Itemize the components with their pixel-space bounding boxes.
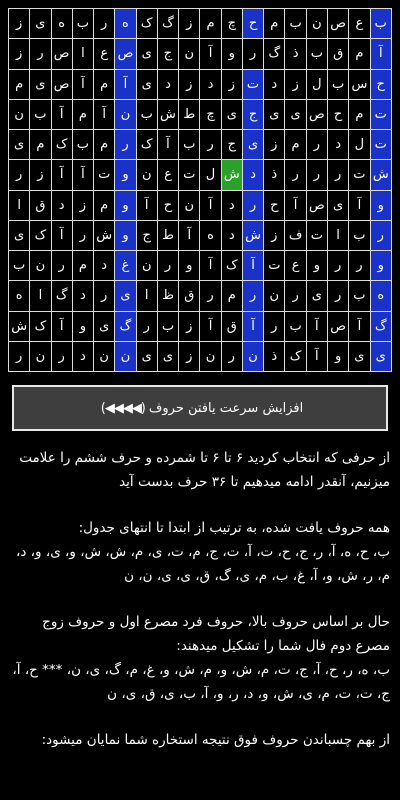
grid-cell[interactable]: م	[72, 99, 93, 129]
grid-cell[interactable]: ع	[157, 160, 178, 190]
grid-cell[interactable]: م	[72, 251, 93, 281]
grid-cell[interactable]: ک	[30, 311, 51, 341]
grid-cell[interactable]: ب	[157, 311, 178, 341]
grid-cell[interactable]: ط	[179, 99, 200, 129]
grid-cell[interactable]: ه	[370, 281, 391, 311]
grid-cell[interactable]: ی	[115, 281, 136, 311]
grid-cell[interactable]: ر	[9, 160, 30, 190]
grid-cell[interactable]: ت	[94, 160, 115, 190]
grid-cell[interactable]: د	[221, 220, 242, 250]
grid-cell[interactable]: و	[115, 220, 136, 250]
grid-cell[interactable]: ر	[327, 251, 348, 281]
grid-cell[interactable]: ش	[242, 220, 263, 250]
grid-cell[interactable]: ز	[30, 160, 51, 190]
grid-cell[interactable]: ب	[30, 99, 51, 129]
grid-cell[interactable]: ر	[51, 251, 72, 281]
grid-cell[interactable]: ق	[30, 190, 51, 220]
grid-cell[interactable]: ی	[136, 39, 157, 69]
grid-cell[interactable]: ن	[136, 160, 157, 190]
grid-cell[interactable]: آ	[157, 130, 178, 160]
instruction-counting: از حرفی که انتخاب کردید ۶ تا ۶ تا شمرده و حرف ششم را علامت میزنیم، آنقدر ادامه میدهیم تا ۳۶ حرف بدست آید	[19, 450, 390, 490]
grid-cell[interactable]: ن	[115, 341, 136, 371]
grid-cell[interactable]: د	[264, 69, 285, 99]
grid-cell[interactable]: ی	[242, 130, 263, 160]
grid-cell[interactable]: ظ	[157, 281, 178, 311]
grid-cell[interactable]: ر	[327, 160, 348, 190]
grid-cell[interactable]: ن	[179, 39, 200, 69]
grid-cell[interactable]: ک	[221, 251, 242, 281]
grid-cell[interactable]: ب	[136, 99, 157, 129]
grid-cell[interactable]: چ	[221, 9, 242, 39]
grid-cell[interactable]: گ	[157, 9, 178, 39]
grid-cell[interactable]: چ	[200, 99, 221, 129]
grid-cell[interactable]: و	[306, 251, 327, 281]
grid-cell[interactable]: آ	[94, 99, 115, 129]
grid-cell[interactable]: ی	[285, 99, 306, 129]
grid-cell[interactable]: ت	[179, 160, 200, 190]
grid-cell[interactable]: د	[72, 341, 93, 371]
grid-cell[interactable]: آ	[200, 251, 221, 281]
grid-row	[9, 281, 392, 311]
grid-cell[interactable]: ک	[136, 9, 157, 39]
grid-cell[interactable]: ی	[9, 130, 30, 160]
grid-cell[interactable]: ز	[264, 130, 285, 160]
grid-cell[interactable]: و	[72, 311, 93, 341]
grid-row	[9, 9, 392, 39]
grid-cell[interactable]: ن	[306, 9, 327, 39]
grid-cell[interactable]: م	[349, 99, 370, 129]
speed-up-label: افزایش سرعت یافتن حروف	[148, 400, 304, 416]
grid-cell[interactable]: آ	[115, 69, 136, 99]
grid-cell[interactable]: ر	[94, 281, 115, 311]
grid-cell[interactable]: ز	[264, 220, 285, 250]
grid-cell[interactable]: آ	[285, 190, 306, 220]
grid-cell[interactable]: ع	[349, 9, 370, 39]
grid-cell[interactable]: م	[94, 190, 115, 220]
grid-cell[interactable]: ر	[306, 160, 327, 190]
grid-cell[interactable]: و	[115, 160, 136, 190]
grid-cell[interactable]: ل	[306, 69, 327, 99]
grid-cell[interactable]: ر	[94, 9, 115, 39]
grid-cell[interactable]: ت	[264, 251, 285, 281]
grid-cell[interactable]: د	[94, 251, 115, 281]
grid-cell[interactable]: ز	[179, 69, 200, 99]
grid-cell[interactable]: ش	[9, 311, 30, 341]
grid-cell[interactable]: ب	[72, 9, 93, 39]
grid-cell[interactable]: د	[157, 69, 178, 99]
grid-cell[interactable]: ر	[136, 311, 157, 341]
grid-cell[interactable]: م	[94, 130, 115, 160]
grid-cell[interactable]: ب	[9, 251, 30, 281]
grid-cell[interactable]: ز	[72, 190, 93, 220]
grid-row	[9, 251, 392, 281]
grid-cell[interactable]: ص	[115, 39, 136, 69]
grid-cell[interactable]: ف	[285, 220, 306, 250]
grid-cell[interactable]: د	[221, 190, 242, 220]
grid-row	[9, 39, 392, 69]
grid-cell[interactable]: ش	[370, 160, 391, 190]
grid-cell[interactable]: ر	[157, 251, 178, 281]
grid-cell[interactable]: آ	[179, 220, 200, 250]
grid-cell[interactable]: و	[370, 190, 391, 220]
grid-cell[interactable]: ب	[285, 9, 306, 39]
grid-cell[interactable]: ت	[370, 99, 391, 129]
grid-cell[interactable]: ز	[221, 69, 242, 99]
grid-cell[interactable]: ا	[30, 281, 51, 311]
grid-cell[interactable]: ی	[94, 311, 115, 341]
grid-cell[interactable]: م	[264, 9, 285, 39]
grid-cell[interactable]: ح	[157, 190, 178, 220]
grid-cell[interactable]: ش	[94, 220, 115, 250]
grid-cell[interactable]: ک	[51, 130, 72, 160]
grid-cell[interactable]: ا	[327, 220, 348, 250]
grid-cell[interactable]: د	[327, 130, 348, 160]
grid-cell[interactable]: ط	[157, 220, 178, 250]
grid-cell[interactable]: ن	[242, 341, 263, 371]
grid-cell[interactable]: آ	[51, 160, 72, 190]
grid-cell[interactable]: آ	[306, 341, 327, 371]
grid-cell[interactable]: ر	[285, 281, 306, 311]
grid-cell[interactable]: ل	[349, 130, 370, 160]
grid-cell[interactable]: ر	[306, 130, 327, 160]
grid-cell[interactable]: آ	[51, 99, 72, 129]
grid-cell[interactable]: ص	[306, 99, 327, 129]
grid-cell[interactable]: ر	[200, 130, 221, 160]
grid-cell[interactable]: ک	[136, 130, 157, 160]
grid-cell[interactable]: ر	[327, 281, 348, 311]
grid-cell[interactable]: ی	[370, 341, 391, 371]
grid-cell[interactable]: ر	[200, 281, 221, 311]
grid-cell[interactable]: ی	[30, 9, 51, 39]
grid-cell[interactable]: ر	[221, 341, 242, 371]
grid-cell[interactable]: ت	[306, 220, 327, 250]
speed-up-button[interactable]	[12, 385, 388, 431]
grid-cell[interactable]: ز	[285, 69, 306, 99]
grid-cell[interactable]: د	[72, 281, 93, 311]
grid-cell[interactable]: ر	[51, 341, 72, 371]
grid-cell[interactable]: ر	[242, 190, 263, 220]
grid-cell[interactable]: د	[51, 190, 72, 220]
grid-cell[interactable]: ذ	[264, 341, 285, 371]
grid-cell[interactable]: ج	[242, 99, 263, 129]
grid-cell[interactable]: ب	[370, 9, 391, 39]
grid-cell[interactable]: آ	[349, 190, 370, 220]
grid-cell[interactable]: م	[30, 130, 51, 160]
grid-cell[interactable]: ل	[200, 160, 221, 190]
grid-cell[interactable]: آ	[306, 311, 327, 341]
grid-cell[interactable]: ر	[370, 220, 391, 250]
grid-cell[interactable]: ت	[349, 160, 370, 190]
grid-cell[interactable]: ق	[221, 311, 242, 341]
grid-cell[interactable]: آ	[370, 39, 391, 69]
grid-cell[interactable]: ی	[30, 69, 51, 99]
grid-cell[interactable]: ن	[30, 341, 51, 371]
grid-cell[interactable]: ق	[179, 281, 200, 311]
grid-cell[interactable]: م	[9, 69, 30, 99]
grid-cell[interactable]: ح	[242, 9, 263, 39]
grid-cell[interactable]: ن	[179, 190, 200, 220]
grid-cell[interactable]: ذ	[285, 39, 306, 69]
grid-cell[interactable]: غ	[115, 251, 136, 281]
grid-cell[interactable]: ا	[136, 281, 157, 311]
grid-cell[interactable]: ن	[94, 341, 115, 371]
grid-cell[interactable]: و	[221, 39, 242, 69]
grid-cell[interactable]: ز	[179, 341, 200, 371]
grid-cell[interactable]: ع	[94, 39, 115, 69]
grid-row	[9, 220, 392, 250]
grid-cell[interactable]: د	[200, 69, 221, 99]
grid-cell[interactable]: ر	[72, 220, 93, 250]
grid-cell[interactable]: ب	[72, 130, 93, 160]
letter-table	[8, 8, 392, 372]
grid-row	[9, 160, 392, 190]
grid-cell[interactable]: ص	[306, 190, 327, 220]
result-note: از بهم چسباندن حروف فوق نتیجه استخاره شما نمایان میشود:	[41, 732, 390, 748]
grid-cell[interactable]: ی	[157, 341, 178, 371]
grid-cell[interactable]: ج	[136, 220, 157, 250]
grid-cell[interactable]: گ	[264, 39, 285, 69]
grid-cell[interactable]: ر	[349, 251, 370, 281]
grid-cell[interactable]: ر	[242, 281, 263, 311]
grid-cell[interactable]: ز	[9, 9, 30, 39]
grid-cell[interactable]: ن	[30, 251, 51, 281]
grid-cell[interactable]: گ	[51, 281, 72, 311]
grid-cell[interactable]: م	[94, 69, 115, 99]
grid-cell[interactable]: ی	[306, 281, 327, 311]
grid-cell[interactable]: ن	[9, 99, 30, 129]
found-letters-list: همه حروف یافت شده، به ترتیب از ابتدا تا انتهای جدول: ب، ح، ه، آ، ر، ج، ح، ت، آ، ت، ج، م، ت، ی، م، ش، ش، و، ی، و، د، م، ر، ش، و، آ، غ، ب، م، ی، گ، ق، ی، ی، ن، ن	[16, 520, 390, 584]
grid-cell[interactable]: ک	[30, 220, 51, 250]
instructions	[12, 446, 390, 774]
grid-cell[interactable]: ب	[179, 130, 200, 160]
grid-cell[interactable]: آ	[51, 220, 72, 250]
grid-cell[interactable]: ی	[349, 341, 370, 371]
grid-cell[interactable]: ن	[200, 341, 221, 371]
letter-grid	[8, 8, 392, 372]
verse-letters: حال بر اساس حروف بالا، حروف فرد مصرع اول و حروف زوج مصرع دوم فال شما را تشکیل میدهند: ب، ه، ر، ح، آ، ج، ت، م، ش، و، م، ش، و، غ، م، گ، ی، ن، *** ح، آ، ج، ت، ت، م، ی، ش، و، د، ر، و، آ، ب، ی، ق، ی، ن	[12, 614, 390, 702]
fast-forward-icon: (◀◀◀◀)	[100, 400, 145, 416]
grid-cell[interactable]: ز	[179, 311, 200, 341]
grid-cell[interactable]: ش	[221, 160, 242, 190]
grid-row	[9, 190, 392, 220]
grid-cell[interactable]: ص	[327, 311, 348, 341]
grid-cell[interactable]: ن	[136, 251, 157, 281]
grid-cell[interactable]: ق	[327, 39, 348, 69]
grid-cell[interactable]: آ	[349, 311, 370, 341]
grid-cell[interactable]: ش	[157, 99, 178, 129]
grid-cell[interactable]: ه	[115, 9, 136, 39]
grid-cell[interactable]: ج	[157, 39, 178, 69]
grid-cell[interactable]: ب	[349, 281, 370, 311]
grid-cell[interactable]: گ	[115, 311, 136, 341]
grid-cell[interactable]: ج	[221, 130, 242, 160]
grid-cell[interactable]: م	[200, 9, 221, 39]
grid-cell[interactable]: آ	[200, 190, 221, 220]
grid-cell[interactable]: ب	[306, 39, 327, 69]
grid-cell[interactable]: آ	[51, 311, 72, 341]
grid-cell[interactable]: م	[285, 130, 306, 160]
grid-cell[interactable]: ه	[200, 220, 221, 250]
grid-cell[interactable]: ن	[115, 99, 136, 129]
grid-cell[interactable]: آ	[200, 311, 221, 341]
grid-cell[interactable]: و	[370, 251, 391, 281]
grid-cell[interactable]: ر	[115, 130, 136, 160]
grid-cell[interactable]: س	[349, 69, 370, 99]
grid-cell[interactable]: آ	[136, 190, 157, 220]
grid-cell[interactable]: ر	[242, 39, 263, 69]
grid-cell[interactable]: و	[179, 251, 200, 281]
grid-row	[9, 69, 392, 99]
grid-cell[interactable]: ت	[242, 69, 263, 99]
grid-cell[interactable]: ع	[285, 251, 306, 281]
grid-cell[interactable]: ک	[285, 341, 306, 371]
grid-cell[interactable]: ز	[9, 39, 30, 69]
grid-cell[interactable]: م	[349, 39, 370, 69]
grid-cell[interactable]: آ	[72, 69, 93, 99]
grid-cell[interactable]: ی	[264, 99, 285, 129]
grid-cell[interactable]: ر	[264, 311, 285, 341]
grid-cell[interactable]: ی	[9, 220, 30, 250]
grid-cell[interactable]: و	[115, 190, 136, 220]
grid-cell[interactable]: و	[327, 341, 348, 371]
grid-cell[interactable]: ا	[9, 190, 30, 220]
grid-cell[interactable]: آ	[242, 311, 263, 341]
grid-cell[interactable]: ح	[264, 190, 285, 220]
grid-cell[interactable]: ی	[327, 190, 348, 220]
grid-cell[interactable]: گ	[370, 311, 391, 341]
grid-cell[interactable]: ب	[285, 311, 306, 341]
grid-cell[interactable]: د	[242, 160, 263, 190]
grid-cell[interactable]: ا	[72, 39, 93, 69]
grid-cell[interactable]: ه	[9, 281, 30, 311]
grid-cell[interactable]: م	[221, 281, 242, 311]
grid-cell[interactable]: ب	[327, 69, 348, 99]
grid-cell[interactable]: ر	[9, 341, 30, 371]
grid-cell[interactable]: ز	[179, 9, 200, 39]
grid-cell[interactable]: ی	[136, 341, 157, 371]
grid-cell[interactable]: ت	[370, 130, 391, 160]
grid-cell[interactable]: ه	[51, 9, 72, 39]
grid-cell[interactable]: ب	[349, 220, 370, 250]
grid-cell[interactable]: ص	[327, 9, 348, 39]
grid-cell[interactable]: ی	[221, 99, 242, 129]
grid-cell[interactable]: ص	[51, 39, 72, 69]
grid-row	[9, 311, 392, 341]
grid-cell[interactable]: ن	[264, 281, 285, 311]
grid-cell[interactable]: آ	[72, 160, 93, 190]
grid-cell[interactable]: آ	[200, 39, 221, 69]
grid-cell[interactable]: ر	[30, 39, 51, 69]
grid-cell[interactable]: ح	[327, 99, 348, 129]
grid-cell[interactable]: ذ	[264, 160, 285, 190]
grid-cell[interactable]: ص	[51, 69, 72, 99]
grid-row	[9, 341, 392, 371]
grid-cell[interactable]: ی	[136, 69, 157, 99]
grid-cell[interactable]: ح	[370, 69, 391, 99]
grid-row	[9, 99, 392, 129]
grid-cell[interactable]: آ	[242, 251, 263, 281]
grid-row	[9, 130, 392, 160]
grid-cell[interactable]: ر	[285, 160, 306, 190]
